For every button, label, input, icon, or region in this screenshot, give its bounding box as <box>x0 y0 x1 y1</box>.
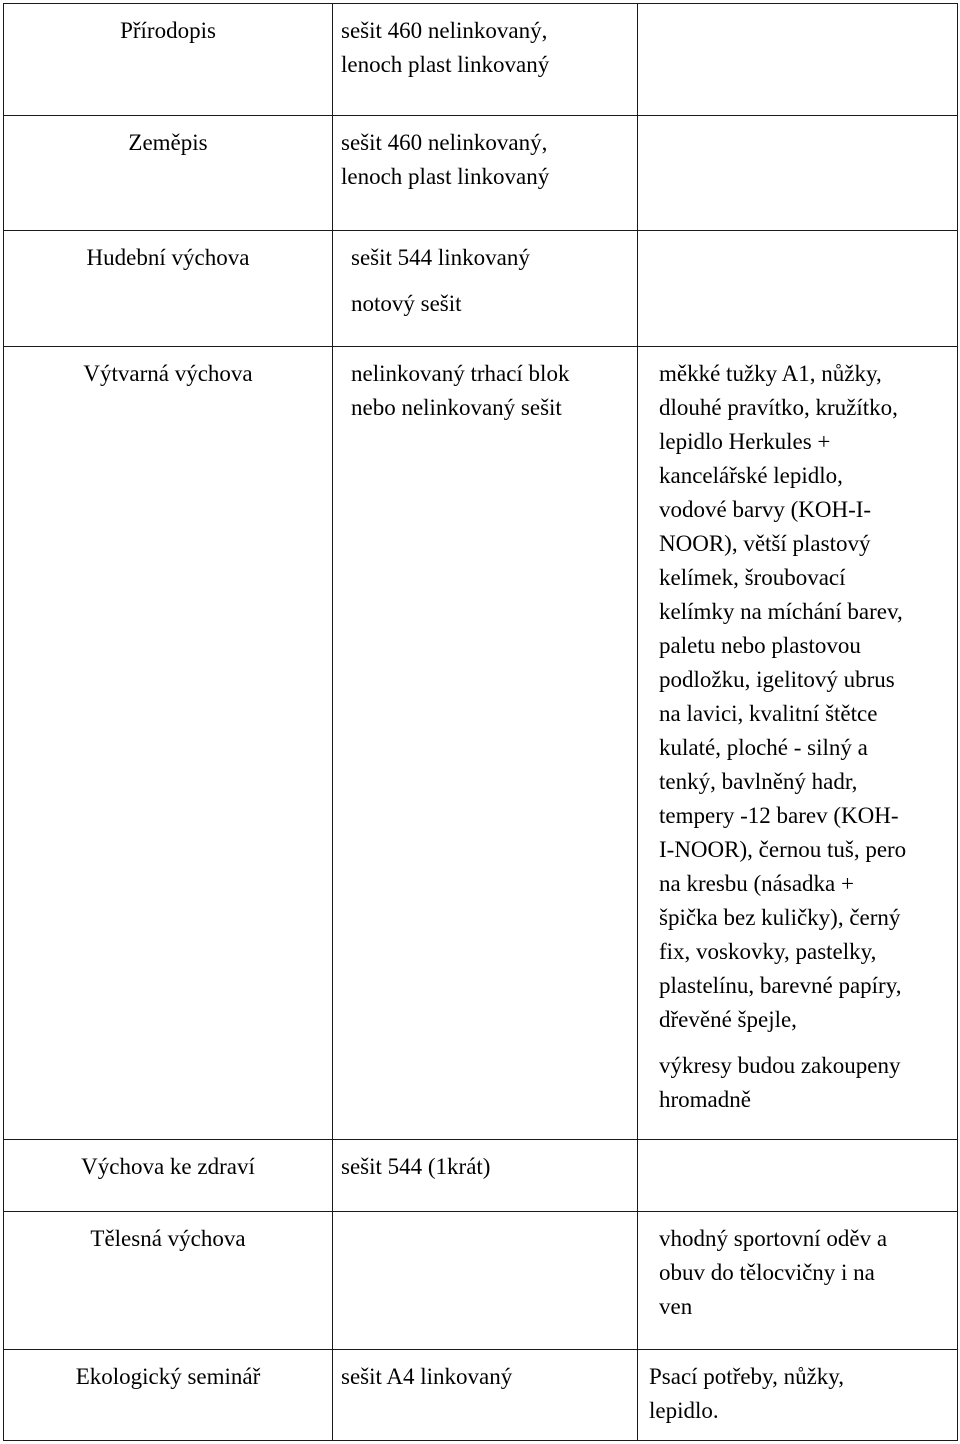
supplies-cell <box>638 231 958 347</box>
subject-label: Ekologický seminář <box>75 1364 261 1389</box>
cell-line: I-NOOR), černou tuš, pero <box>659 837 907 862</box>
cell-line: paletu nebo plastovou <box>659 633 861 658</box>
cell-line: sešit 544 (1krát) <box>341 1154 491 1179</box>
subject-cell <box>4 1350 333 1441</box>
cell-line: lenoch plast linkovaný <box>341 52 550 77</box>
cell-line: vhodný sportovní oděv a <box>659 1226 888 1251</box>
cell-line: tempery -12 barev (KOH- <box>659 803 899 828</box>
notebooks-cell <box>333 231 638 347</box>
cell-line: plastelínu, barevné papíry, <box>659 973 902 998</box>
cell-line: dřevěné špejle, <box>659 1007 797 1032</box>
cell-line: vodové barvy (KOH-I- <box>659 497 872 522</box>
notebooks-cell <box>333 1350 638 1441</box>
cell-line: špička bez kuličky), černý <box>659 905 901 930</box>
cell-line: sešit 460 nelinkovaný, <box>341 130 548 155</box>
notebooks-cell <box>333 1140 638 1212</box>
cell-line: kulaté, ploché - silný a <box>659 735 868 760</box>
subject-cell <box>4 347 333 1140</box>
cell-line: NOOR), větší plastový <box>659 531 871 556</box>
cell-line: na kresbu (násadka + <box>659 871 854 896</box>
supplies-cell <box>638 1140 958 1212</box>
notebooks-cell <box>333 4 638 116</box>
subject-cell <box>4 1140 333 1212</box>
notebooks-cell <box>333 347 638 1140</box>
notebooks-cell <box>333 1212 638 1350</box>
cell-line: dlouhé pravítko, kružítko, <box>659 395 898 420</box>
subject-cell <box>4 116 333 231</box>
cell-line: kancelářské lepidlo, <box>659 463 843 488</box>
cell-line: měkké tužky A1, nůžky, <box>659 361 882 386</box>
cell-line: ven <box>659 1294 693 1319</box>
cell-line: nebo nelinkovaný sešit <box>351 395 562 420</box>
subject-label: Přírodopis <box>120 18 216 43</box>
subject-label: Výtvarná výchova <box>83 361 253 386</box>
cell-line: výkresy budou zakoupeny <box>659 1053 901 1078</box>
supplies-cell <box>638 116 958 231</box>
cell-line: kelímek, šroubovací <box>659 565 846 590</box>
cell-line: hromadně <box>659 1087 751 1112</box>
cell-line: tenký, bavlněný hadr, <box>659 769 858 794</box>
cell-line: obuv do tělocvičny i na <box>659 1260 875 1285</box>
supplies-table <box>3 3 958 1441</box>
cell-line: lepidlo Herkules + <box>659 429 831 454</box>
cell-line: notový sešit <box>351 291 462 316</box>
cell-line: podložku, igelitový ubrus <box>659 667 895 692</box>
subject-cell <box>4 1212 333 1350</box>
supplies-cell <box>638 4 958 116</box>
supplies-cell <box>638 1350 958 1441</box>
cell-line: lenoch plast linkovaný <box>341 164 550 189</box>
subject-label: Hudební výchova <box>86 245 250 270</box>
subject-label: Výchova ke zdraví <box>81 1154 255 1179</box>
subject-label: Zeměpis <box>128 130 208 155</box>
cell-line: sešit 460 nelinkovaný, <box>341 18 548 43</box>
subject-label: Tělesná výchova <box>90 1226 246 1251</box>
cell-line: lepidlo. <box>649 1398 719 1423</box>
notebooks-cell <box>333 116 638 231</box>
subject-cell <box>4 231 333 347</box>
cell-line: sešit 544 linkovaný <box>351 245 530 270</box>
supplies-cell <box>638 347 958 1140</box>
cell-line: nelinkovaný trhací blok <box>351 361 570 386</box>
cell-line: kelímky na míchání barev, <box>659 599 903 624</box>
cell-line: sešit A4 linkovaný <box>341 1364 513 1389</box>
cell-line: Psací potřeby, nůžky, <box>649 1364 845 1389</box>
supplies-cell <box>638 1212 958 1350</box>
subject-cell <box>4 4 333 116</box>
cell-line: na lavici, kvalitní štětce <box>659 701 878 726</box>
cell-line: fix, voskovky, pastelky, <box>659 939 877 964</box>
